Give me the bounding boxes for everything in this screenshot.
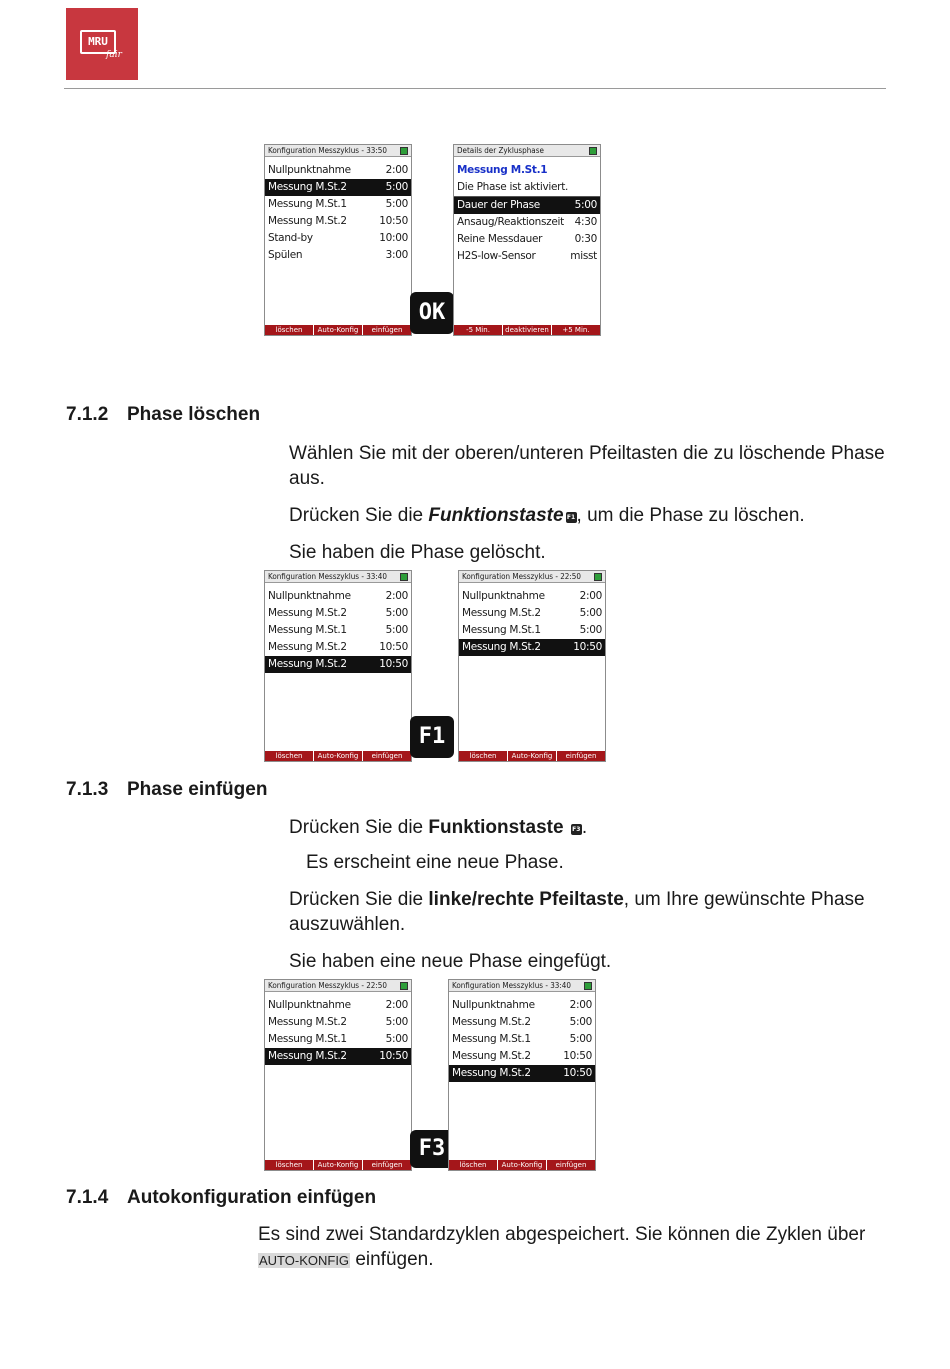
- screen-list-row: [265, 196, 411, 213]
- screen-title-bar: [449, 980, 595, 992]
- paragraph-press-f1: Drücken Sie die Funktionstaste F1, um die Phase zu löschen.: [289, 505, 805, 526]
- screen-list-row: [459, 622, 605, 639]
- function-key-bar: [449, 1160, 595, 1170]
- row-value: 10:50: [379, 215, 408, 227]
- section-heading-7-1-3: 7.1.3 Phase einfügen: [66, 779, 268, 800]
- row-value: 5:00: [385, 607, 408, 619]
- function-key-label: einfügen: [565, 752, 597, 760]
- row-value: 5:00: [579, 607, 602, 619]
- f1-key-badge: F1: [410, 716, 454, 758]
- function-key-bar: [265, 325, 411, 335]
- screen-list-row: [454, 197, 600, 214]
- function-key-label: Auto-Konfig: [314, 751, 363, 761]
- row-value: 5:00: [574, 199, 597, 211]
- screen-title: Konfiguration Messzyklus - 22:50: [268, 981, 387, 990]
- row-value: 10:50: [379, 1050, 408, 1062]
- row-value: 2:00: [385, 164, 408, 176]
- company-logo: [66, 8, 138, 80]
- row-label: Messung M.St.2: [268, 658, 347, 670]
- row-value: 10:50: [563, 1050, 592, 1062]
- screen-list-row: [265, 1048, 411, 1065]
- function-key-label: löschen: [265, 325, 314, 335]
- screen-list-row: [454, 214, 600, 231]
- paragraph-new-phase-appears: Es erscheint eine neue Phase.: [306, 852, 564, 873]
- section-heading-7-1-4: 7.1.4 Autokonfiguration einfügen: [66, 1187, 377, 1208]
- row-value: misst: [570, 250, 597, 262]
- function-key-label: einfügen: [371, 326, 403, 334]
- row-label: Messung M.St.2: [268, 215, 347, 227]
- row-value: 5:00: [385, 1033, 408, 1045]
- screen-list-row: [454, 248, 600, 265]
- row-label: Nullpunktnahme: [452, 999, 535, 1011]
- row-label: Messung M.St.2: [452, 1067, 531, 1079]
- screen-title-bar: [454, 145, 600, 157]
- row-label: Messung M.St.1: [462, 624, 541, 636]
- ok-key-badge: OK: [410, 292, 454, 334]
- screen-title: Details der Zyklusphase: [457, 146, 544, 155]
- screen-list-row: [265, 162, 411, 179]
- screen-list-row: [459, 605, 605, 622]
- screen-list-row: [449, 997, 595, 1014]
- function-key-label: Auto-Konfig: [498, 1160, 547, 1170]
- screen-list-row: [454, 179, 600, 197]
- screen-heading: Messung M.St.1: [457, 164, 548, 176]
- screen-list-row: [265, 997, 411, 1014]
- row-label: Dauer der Phase: [457, 199, 540, 211]
- screen-list-row: [265, 588, 411, 605]
- row-label: Messung M.St.2: [452, 1016, 531, 1028]
- screen-list-row: [265, 656, 411, 673]
- screen-title-bar: [265, 980, 411, 992]
- device-screen-after-delete: [458, 570, 606, 762]
- function-key-bar: [265, 1160, 411, 1170]
- row-value: 3:00: [385, 249, 408, 261]
- screen-list-row: [454, 231, 600, 248]
- function-key-label: löschen: [265, 1160, 314, 1170]
- header-divider: [64, 88, 886, 89]
- screen-list-row: [265, 230, 411, 247]
- row-label: Messung M.St.2: [268, 1050, 347, 1062]
- function-key-label: einfügen: [371, 752, 403, 760]
- paragraph-arrow-keys: Drücken Sie die linke/rechte Pfeiltaste, um Ihre gewünschte Phase auszuwählen.: [289, 889, 865, 935]
- function-key-label: Auto-Konfig: [508, 751, 557, 761]
- function-key-bar: [454, 325, 600, 335]
- row-value: 5:00: [385, 1016, 408, 1028]
- screen-list-row: [449, 1048, 595, 1065]
- row-label: Messung M.St.1: [268, 198, 347, 210]
- screen-list-row: [265, 213, 411, 230]
- row-value: 4:30: [574, 216, 597, 228]
- row-value: 10:50: [379, 641, 408, 653]
- battery-icon: [400, 147, 408, 155]
- screen-list-row: [449, 1031, 595, 1048]
- paragraph-select-phase: Wählen Sie mit der oberen/unteren Pfeiltasten die zu löschende Phase aus.: [289, 443, 885, 489]
- screen-list-row: [265, 1031, 411, 1048]
- paragraph-phase-deleted: Sie haben die Phase gelöscht.: [289, 542, 546, 563]
- row-label: Stand-by: [268, 232, 313, 244]
- row-label: Nullpunktnahme: [462, 590, 545, 602]
- function-key-label: löschen: [459, 751, 508, 761]
- function-key-label: deaktivieren: [503, 325, 552, 335]
- screen-title: Konfiguration Messzyklus - 22:50: [462, 572, 581, 581]
- function-key-label: Auto-Konfig: [314, 325, 363, 335]
- row-value: 10:00: [379, 232, 408, 244]
- screen-list-row: [449, 1014, 595, 1031]
- function-key-label: einfügen: [555, 1161, 587, 1169]
- row-label: Messung M.St.1: [452, 1033, 531, 1045]
- function-key-label: einfügen: [371, 1161, 403, 1169]
- row-value: 2:00: [569, 999, 592, 1011]
- row-value: 10:50: [379, 658, 408, 670]
- paragraph-autoconfig: Es sind zwei Standardzyklen abgespeichert. Sie können die Zyklen über AUTO-KONFIG einfügen.: [258, 1224, 866, 1270]
- row-value: 5:00: [385, 198, 408, 210]
- screen-title: Konfiguration Messzyklus - 33:50: [268, 146, 387, 155]
- screen-list-row: [265, 247, 411, 264]
- screen-title-bar: [459, 571, 605, 583]
- screen-title-bar: [265, 571, 411, 583]
- screen-list-row: [265, 639, 411, 656]
- screen-title: Konfiguration Messzyklus - 33:40: [268, 572, 387, 581]
- function-key-label: löschen: [265, 751, 314, 761]
- row-label: Die Phase ist aktiviert.: [457, 181, 569, 193]
- screen-list-row: [265, 605, 411, 622]
- f3-key-icon: F3: [572, 826, 581, 833]
- row-value: 10:50: [573, 641, 602, 653]
- screen-list-row: [265, 179, 411, 196]
- paragraph-phase-inserted: Sie haben eine neue Phase eingefügt.: [289, 951, 612, 972]
- function-key-label: löschen: [449, 1160, 498, 1170]
- row-label: Messung M.St.2: [452, 1050, 531, 1062]
- row-value: 5:00: [385, 181, 408, 193]
- screen-list-row: [449, 1065, 595, 1082]
- auto-konfig-ui-label: AUTO-KONFIG: [259, 1253, 350, 1268]
- device-screen-after-insert: [448, 979, 596, 1171]
- row-value: 5:00: [569, 1016, 592, 1028]
- row-label: Messung M.St.2: [268, 607, 347, 619]
- row-label: Messung M.St.2: [268, 641, 347, 653]
- logo-subtext: fair: [106, 50, 122, 60]
- row-value: 0:30: [574, 233, 597, 245]
- battery-icon: [400, 573, 408, 581]
- row-value: 2:00: [385, 999, 408, 1011]
- row-label: H2S-low-Sensor: [457, 250, 536, 262]
- section-heading-7-1-2: 7.1.2 Phase löschen: [66, 404, 261, 425]
- row-label: Ansaug/Reaktionszeit: [457, 216, 564, 228]
- row-label: Spülen: [268, 249, 303, 261]
- row-label: Messung M.St.2: [462, 641, 541, 653]
- device-screen-before-insert: [264, 979, 412, 1171]
- row-value: 5:00: [569, 1033, 592, 1045]
- battery-icon: [589, 147, 597, 155]
- row-label: Messung M.St.2: [462, 607, 541, 619]
- device-screen-before-delete: [264, 570, 412, 762]
- row-label: Messung M.St.2: [268, 1016, 347, 1028]
- screen-list-row: [265, 622, 411, 639]
- row-label: Reine Messdauer: [457, 233, 543, 245]
- row-value: 2:00: [385, 590, 408, 602]
- row-label: Messung M.St.1: [268, 624, 347, 636]
- device-screen-phase-details: [453, 144, 601, 336]
- row-value: 5:00: [579, 624, 602, 636]
- f1-key-icon: F1: [566, 514, 576, 521]
- logo-mark: MRU: [80, 30, 116, 54]
- row-value: 5:00: [385, 624, 408, 636]
- function-key-bar: [459, 751, 605, 761]
- battery-icon: [584, 982, 592, 990]
- screen-title-bar: [265, 145, 411, 157]
- screen-title: Konfiguration Messzyklus - 33:40: [452, 981, 571, 990]
- screen-list-row: [459, 639, 605, 656]
- row-label: Messung M.St.1: [268, 1033, 347, 1045]
- device-screen-config: [264, 144, 412, 336]
- battery-icon: [594, 573, 602, 581]
- function-key-label: +5 Min.: [562, 326, 590, 334]
- row-label: Nullpunktnahme: [268, 164, 351, 176]
- function-key-label: -5 Min.: [454, 325, 503, 335]
- row-label: Nullpunktnahme: [268, 999, 351, 1011]
- battery-icon: [400, 982, 408, 990]
- screen-list-row: [459, 588, 605, 605]
- row-value: 2:00: [579, 590, 602, 602]
- function-key-bar: [265, 751, 411, 761]
- function-key-label: Auto-Konfig: [314, 1160, 363, 1170]
- f3-key-badge: F3: [410, 1130, 454, 1168]
- screen-list-row: [265, 1014, 411, 1031]
- row-value: 10:50: [563, 1067, 592, 1079]
- row-label: Nullpunktnahme: [268, 590, 351, 602]
- row-label: Messung M.St.2: [268, 181, 347, 193]
- paragraph-press-f3: Drücken Sie die Funktionstaste F3.: [289, 817, 588, 838]
